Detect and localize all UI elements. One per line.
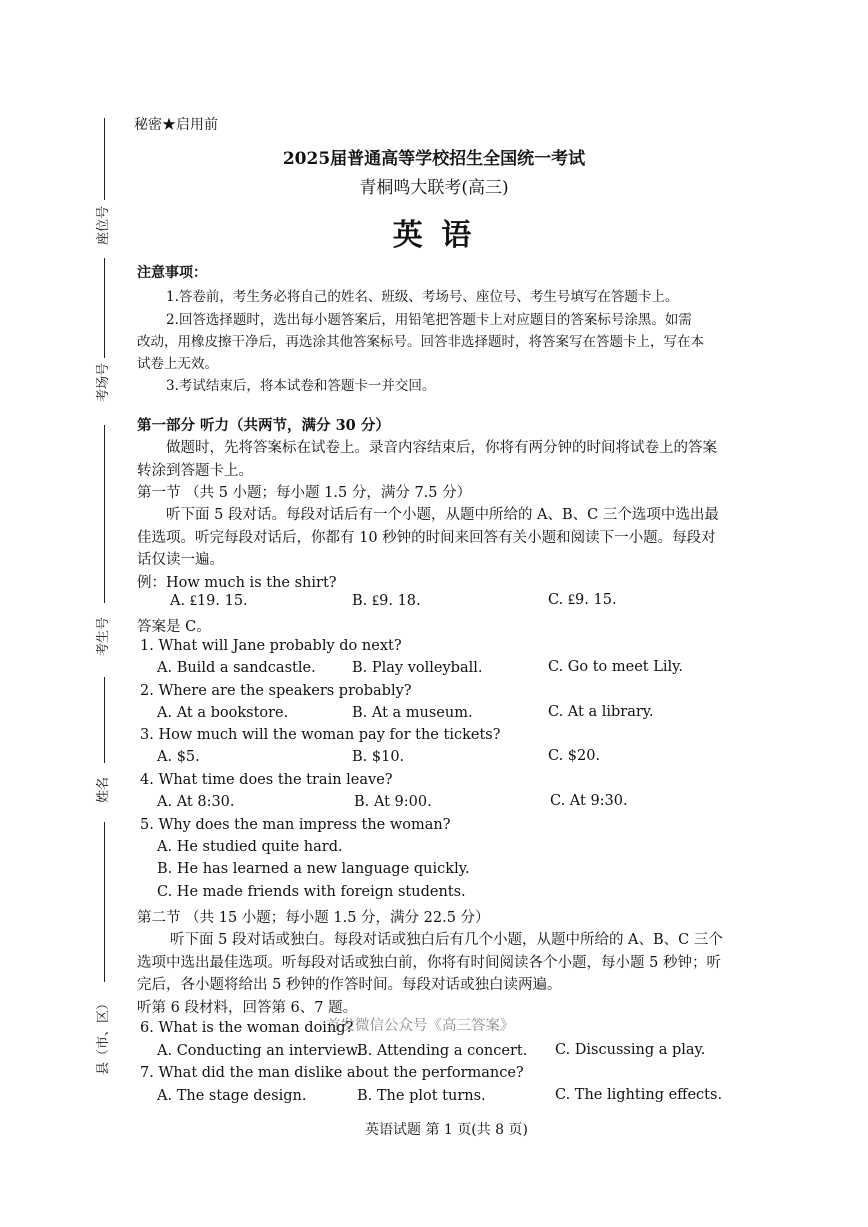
notes-item-2-cont: 改动，用橡皮擦干净后，再选涂其他答案标号。回答非选择题时，将答案写在答题卡上，写在本: [137, 334, 704, 350]
notes-item-3: 3.考试结束后，将本试卷和答题卡一并交回。: [166, 378, 436, 394]
q3-option-b: B. $10.: [352, 749, 405, 765]
section2-intro-cont: 选项中选出最佳选项。听每段对话或独白前，你将有时间阅读各个小题，每小题 5 秒钟；听: [137, 955, 721, 971]
section2-intro-cont: 完后，各小题将给出 5 秒钟的作答时间。每段对话或独白读两遍。: [137, 977, 562, 993]
sidebar-seat-label: 座位号: [96, 205, 111, 245]
notes-item-2-cont: 试卷上无效。: [137, 356, 218, 372]
material-6-instruction: 听第 6 段材料，回答第 6、7 题。: [137, 1000, 358, 1016]
exam-subtitle: 青桐鸣大联考(高三): [359, 178, 509, 198]
example-option-b: B. ₤9. 18.: [352, 593, 421, 609]
section1-heading: 第一节 （共 5 小题；每小题 1.5 分，满分 7.5 分）: [137, 485, 472, 501]
question-1: 1. What will Jane probably do next?: [140, 638, 402, 654]
sidebar-room-label: 考场号: [96, 362, 111, 402]
q1-option-b: B. Play volleyball.: [352, 660, 483, 676]
q1-option-c: C. Go to meet Lily.: [548, 659, 684, 675]
q4-option-c: C. At 9:30.: [550, 793, 628, 809]
notes-item-2: 2.回答选择题时，选出每小题答案后，用铅笔把答题卡上对应题目的答案标号涂黑。如需: [166, 312, 692, 328]
part1-heading: 第一部分 听力（共两节，满分 30 分）: [137, 417, 390, 434]
confidential-mark: 秘密★启用前: [134, 117, 218, 133]
sidebar-line: [104, 425, 105, 603]
section1-intro-cont: 佳选项。听完每段对话后，你都有 10 秒钟的时间来回答有关小题和阅读下一小题。每段对: [137, 530, 716, 546]
sidebar-line: [104, 677, 105, 763]
sidebar-county-label: 县（市、区）: [96, 996, 111, 1075]
example-option-c: C. ₤9. 15.: [548, 592, 617, 608]
sidebar-line: [104, 258, 105, 358]
part1-intro: 做题时，先将答案标在试卷上。录音内容结束后，你将有两分钟的时间将试卷上的答案: [166, 440, 717, 456]
watermark: 首发微信公众号《高三答案》: [326, 1018, 515, 1034]
example-question: 例：How much is the shirt?: [137, 575, 337, 591]
sidebar-examno-label: 考生号: [96, 616, 111, 656]
q6-option-b: B. Attending a concert.: [357, 1043, 528, 1059]
question-5: 5. Why does the man impress the woman?: [140, 817, 451, 833]
example-answer: 答案是 C。: [137, 619, 211, 635]
q4-option-b: B. At 9:00.: [354, 794, 432, 810]
page-footer: 英语试题 第 1 页(共 8 页): [365, 1122, 528, 1138]
q3-option-a: A. $5.: [157, 749, 200, 765]
q3-option-c: C. $20.: [548, 748, 601, 764]
q5-option-b: B. He has learned a new language quickly.: [157, 861, 470, 877]
section2-intro: 听下面 5 段对话或独白。每段对话或独白后有几个小题，从题中所给的 A、B、C 三个: [170, 932, 723, 948]
question-3: 3. How much will the woman pay for the tickets?: [140, 727, 501, 743]
sidebar-line: [104, 822, 105, 982]
q2-option-c: C. At a library.: [548, 704, 654, 720]
notes-heading: 注意事项：: [137, 265, 207, 281]
section1-intro-cont: 话仅读一遍。: [137, 552, 224, 568]
q2-option-a: A. At a bookstore.: [157, 705, 289, 721]
section2-heading: 第二节 （共 15 小题；每小题 1.5 分，满分 22.5 分）: [137, 910, 490, 926]
q6-option-c: C. Discussing a play.: [555, 1042, 706, 1058]
part1-intro-cont: 转涂到答题卡上。: [137, 463, 253, 479]
subject-title: 英 语: [392, 218, 476, 253]
exam-title: 2025届普通高等学校招生全国统一考试: [282, 149, 586, 169]
question-4: 4. What time does the train leave?: [140, 772, 393, 788]
section1-intro: 听下面 5 段对话。每段对话后有一个小题，从题中所给的 A、B、C 三个选项中选出最: [166, 507, 719, 523]
q5-option-c: C. He made friends with foreign students.: [157, 884, 466, 900]
sidebar-name-label: 姓名: [96, 776, 111, 803]
example-option-a: A. ₤19. 15.: [170, 593, 248, 609]
q6-option-a: A. Conducting an interview.: [157, 1043, 361, 1059]
q5-option-a: A. He studied quite hard.: [157, 839, 343, 855]
question-7: 7. What did the man dislike about the performance?: [140, 1065, 524, 1081]
q7-option-c: C. The lighting effects.: [555, 1087, 723, 1103]
question-2: 2. Where are the speakers probably?: [140, 683, 412, 699]
q7-option-a: A. The stage design.: [157, 1088, 307, 1104]
q1-option-a: A. Build a sandcastle.: [157, 660, 316, 676]
q2-option-b: B. At a museum.: [352, 705, 473, 721]
q4-option-a: A. At 8:30.: [157, 794, 235, 810]
q7-option-b: B. The plot turns.: [357, 1088, 486, 1104]
notes-item-1: 1.答卷前，考生务必将自己的姓名、班级、考场号、座位号、考生号填写在答题卡上。: [166, 289, 679, 305]
question-6: 6. What is the woman doing?: [140, 1020, 354, 1036]
